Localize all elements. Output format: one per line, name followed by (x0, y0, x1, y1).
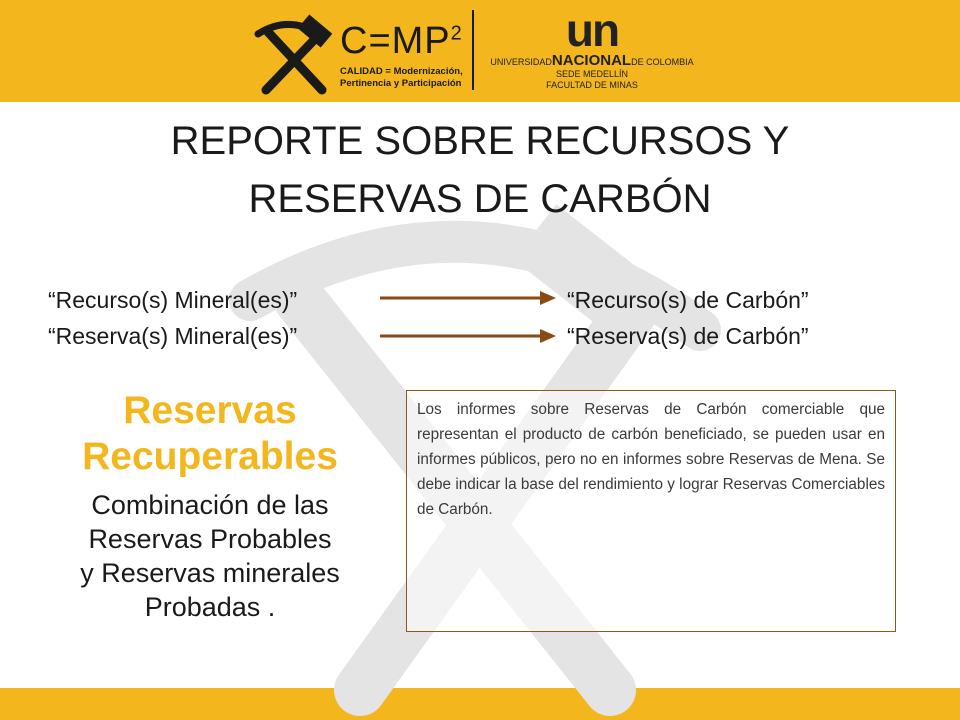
arrow-right-icon (380, 291, 556, 305)
cmp-logo-title: $C=MP^2$ (340, 20, 463, 62)
note-text: Los informes sobre Reservas de Carbón comerciable que representan el producto de carbón beneficiado, se pueden usar en informes públicos, pero no en informes sobre Reservas de Mena. Se debe indicar la base del rendimiento y lograr Reservas Comerciables de Carbón. (417, 401, 885, 518)
arrow-right-icon (380, 329, 556, 343)
un-logo (482, 4, 702, 96)
un-logo-name: UNIVERSIDADNACIONALDE COLOMBIA (490, 52, 694, 69)
slide-title: REPORTE SOBRE RECURSOS Y RESERVAS DE CARBÓN (170, 119, 790, 221)
un-logo-sede: SEDE MEDELLÍN (555, 69, 629, 79)
mapping-from-2: “Reserva(s) Mineral(es)” (48, 323, 298, 349)
recuperables-description: Combinación de las Reservas Probables y Reservas minerales Probadas . (80, 490, 340, 622)
un-logo-facultad: FACULTAD DE MINAS (546, 80, 638, 90)
cmp-logo (252, 10, 472, 96)
cmp-logo-subtitle: CALIDAD = Modernización, Pertinencia y Participación (340, 66, 463, 89)
recuperables-heading: Reservas Recuperables (82, 389, 338, 478)
mapping-to-1: “Recurso(s) de Carbón” (567, 287, 809, 313)
mapping-arrows (380, 286, 560, 346)
note-box (406, 390, 896, 632)
logo-divider (472, 10, 474, 90)
un-logo-mark: un (565, 4, 619, 56)
mapping-to-2: “Reserva(s) de Carbón” (567, 323, 809, 349)
mapping-from-1: “Recurso(s) Mineral(es)” (48, 287, 298, 313)
pickaxe-hammer-icon (252, 10, 338, 96)
